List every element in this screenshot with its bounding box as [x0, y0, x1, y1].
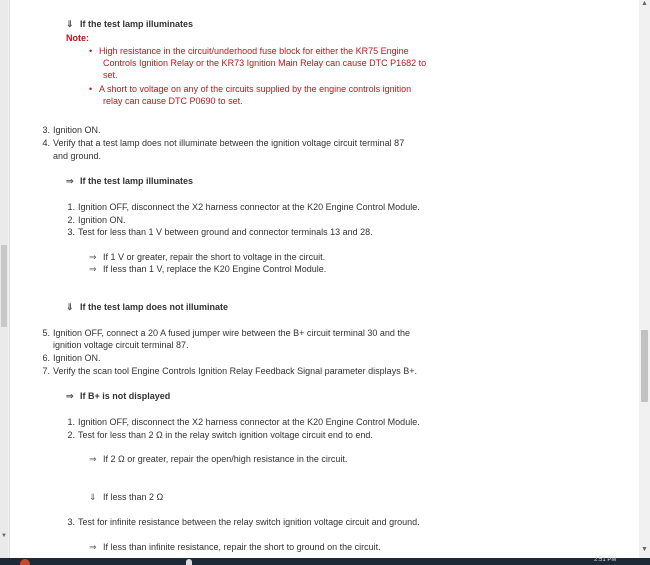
taskbar-clock: 2:51 PM	[594, 557, 617, 563]
taskbar-app-icon[interactable]	[186, 559, 192, 565]
step-4: 4. Verify that a test lamp does not illuminate between the ignition voltage circuit terminal 87	[42, 138, 405, 148]
scroll-down-icon[interactable]: ▼	[641, 546, 648, 553]
substep-b1: 1. Ignition OFF, disconnect the X2 harness connector at the K20 Engine Control Module.	[67, 417, 420, 427]
right-scrollbar[interactable]	[639, 0, 650, 558]
substep-b2: 2. Test for less than 2 Ω in the relay switch ignition voltage circuit end to end.	[67, 430, 373, 440]
note-item-2-cont: relay can cause DTC P0690 to set.	[103, 96, 243, 106]
heading-bplus-not-displayed: ⇒ If B+ is not displayed	[66, 391, 171, 401]
down-arrow-icon: ⇓	[66, 302, 74, 312]
right-arrow-icon: ⇒	[89, 264, 97, 274]
right-arrow-icon: ⇒	[89, 454, 97, 464]
step-6: 6. Ignition ON.	[42, 353, 101, 363]
substep-1: 1. Ignition OFF, disconnect the X2 harness connector at the K20 Engine Control Module.	[67, 202, 420, 212]
right-arrow-icon: ⇒	[66, 176, 74, 186]
taskbar	[0, 558, 650, 565]
note-item-1: • High resistance in the circuit/underhood fuse block for either the KR75 Engine	[89, 46, 409, 56]
result-1v-greater: ⇒ If 1 V or greater, repair the short to voltage in the circuit.	[89, 252, 326, 262]
note-label: Note:	[66, 33, 89, 43]
taskbar-app-icon[interactable]	[20, 559, 30, 565]
result-2ohm-greater: ⇒ If 2 Ω or greater, repair the open/high resistance in the circuit.	[89, 454, 348, 464]
substep-3: 3. Test for less than 1 V between ground and connector terminals 13 and 28.	[67, 227, 373, 237]
right-arrow-icon: ⇒	[89, 542, 97, 552]
down-arrow-icon: ⇓	[89, 492, 97, 502]
result-infinite-less: ⇒ If less than infinite resistance, repair the short to ground on the circuit.	[89, 542, 381, 552]
note-item-2: • A short to voltage on any of the circuits supplied by the engine controls ignition	[89, 84, 412, 94]
bullet-icon: •	[89, 46, 93, 56]
result-2ohm-less: ⇓ If less than 2 Ω	[89, 492, 164, 502]
step-7: 7. Verify the scan tool Engine Controls Ignition Relay Feedback Signal parameter displays B+.	[42, 366, 417, 376]
step-5-cont: ignition voltage circuit terminal 87.	[53, 340, 189, 350]
document-page	[9, 0, 640, 558]
scroll-up-icon[interactable]: ▲	[641, 0, 648, 7]
bullet-icon: •	[89, 84, 93, 94]
substep-b3: 3. Test for infinite resistance between the relay switch ignition voltage circuit and ground.	[67, 517, 420, 527]
heading-lamp-not-illuminate: ⇓ If the test lamp does not illuminate	[66, 302, 229, 312]
substep-2: 2. Ignition ON.	[67, 215, 126, 225]
right-arrow-icon: ⇒	[66, 391, 74, 401]
step-3: 3. Ignition ON.	[42, 125, 101, 135]
left-scrollbar[interactable]	[0, 0, 8, 558]
left-scroll-down-icon[interactable]: ▼	[1, 533, 7, 539]
step-5: 5. Ignition OFF, connect a 20 A fused jumper wire between the B+ circuit terminal 30 and the	[42, 328, 410, 338]
down-arrow-icon: ⇓	[66, 19, 74, 29]
heading-lamp-illuminates-2: ⇒ If the test lamp illuminates	[66, 176, 194, 186]
heading-lamp-illuminates-1: ⇓ If the test lamp illuminates	[66, 19, 194, 29]
right-arrow-icon: ⇒	[89, 252, 97, 262]
right-scrollbar-thumb[interactable]	[641, 330, 648, 402]
step-4-cont: and ground.	[53, 151, 102, 161]
result-1v-less: ⇒ If less than 1 V, replace the K20 Engine Control Module.	[89, 264, 327, 274]
note-item-1-cont2: set.	[103, 70, 118, 80]
note-item-1-cont: Controls Ignition Relay or the KR73 Ignition Main Relay can cause DTC P1682 to	[103, 58, 427, 68]
left-scrollbar-thumb[interactable]	[1, 245, 7, 327]
